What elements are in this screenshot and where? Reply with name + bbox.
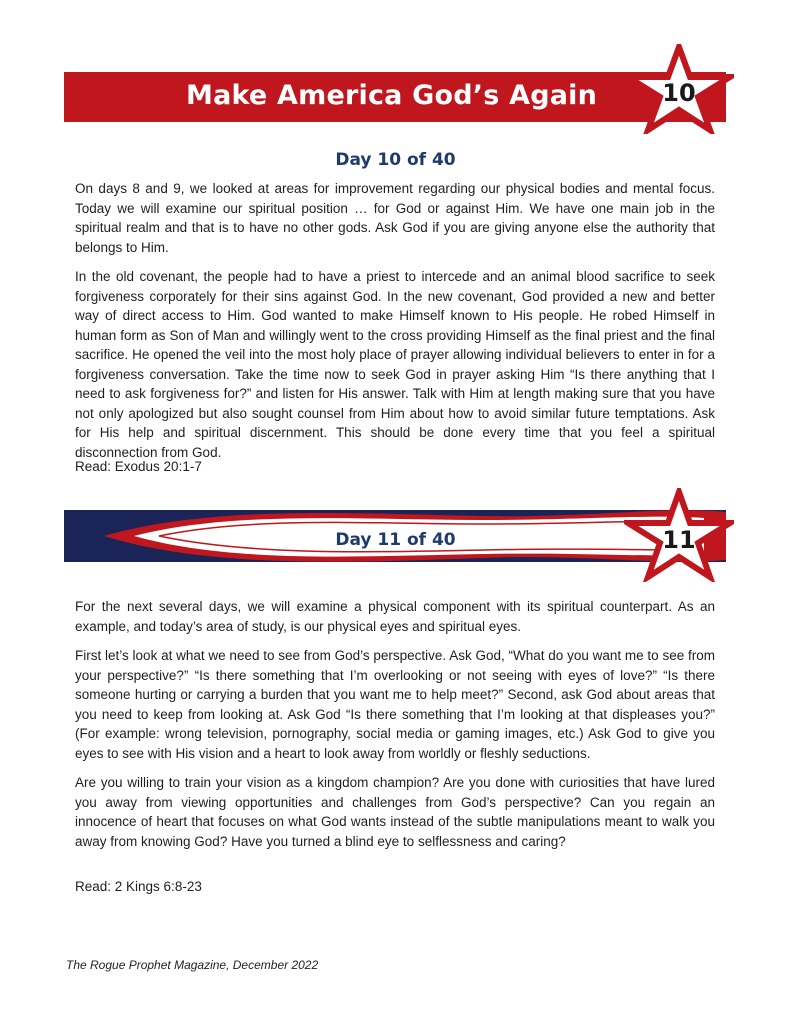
day-10-paragraph: In the old covenant, the people had to have a priest to intercede and an animal blood sacrifice to seek forgiveness corporately for their sins against God. In the new covenant, God provided a new and better way of direct access to Him. God wanted to make Himself known to His people. He robed Himself in human form as Son of Man and willingly went to the cross providing Himself as the final priest and the final sacrifice. He opened the veil into the most holy place of prayer allowing individual believers to enter in for a forgiveness conversation. Take the time now to seek God in prayer asking Him “Is there anything that I need to ask forgiveness for?” and listen for His answer. Talk with Him at length making sure that you have not only apologized but also sought counsel from Him about how to avoid similar future temptations. Ask for His help and spiritual discernment. This should be done every time that you feel a spiritual disconnection from God. (75, 269, 715, 460)
day-10-star-badge (624, 44, 734, 134)
day-11-reading: Read: 2 Kings 6:8-23 (75, 879, 202, 894)
day-10-badge-number: 10 (662, 79, 696, 107)
day-11-body (75, 597, 715, 861)
day-10-paragraph: On days 8 and 9, we looked at areas for improvement regarding our physical bodies and mental focus. Today we will examine our spiritual position … for God or against Him. We have one main job in the spiritual realm and that is to have no other gods. Ask God if you are giving anyone else the authority that belongs to Him. (75, 181, 715, 255)
page-title: Make America God’s Again (186, 80, 598, 111)
day-11-badge-number: 11 (662, 526, 696, 554)
day-10-heading: Day 10 of 40 (335, 150, 456, 170)
day-11-paragraph: For the next several days, we will examine a physical component with its spiritual counterpart. As an example, and today’s area of study, is our physical eyes and spiritual eyes. (75, 599, 715, 634)
magazine-footer: The Rogue Prophet Magazine, December 2022 (66, 958, 319, 972)
day-10-reading: Read: Exodus 20:1-7 (75, 459, 202, 474)
day-11-heading: Day 11 of 40 (335, 530, 456, 550)
day-11-paragraph: First let’s look at what we need to see from God’s perspective. Ask God, “What do you want me to see from your perspective?” “Is there something that I’m overlooking or not seeing with eyes of love?” “Is there someone hurting or carrying a burden that you want me to help meet?” Second, ask God about areas that you need to keep from looking at. Ask God “Is there something that I’m looking at that displeases you?” (For example: wrong television, pornography, social media or gaming images, etc.) Ask God to give you eyes to see with His vision and a heart to look away from worldly or fleshly seductions. (75, 648, 715, 761)
day-10-body (75, 179, 715, 472)
day-11-star-badge (624, 488, 734, 582)
day-11-paragraph: Are you willing to train your vision as a kingdom champion? Are you done with curiosities that have lured you away from viewing opportunities and challenges from God’s perspective? Can you regain an innocence of heart that focuses on what God wants instead of the subtle manipulations meant to walk you away from knowing God? Have you turned a blind eye to selflessness and caring? (75, 775, 715, 849)
